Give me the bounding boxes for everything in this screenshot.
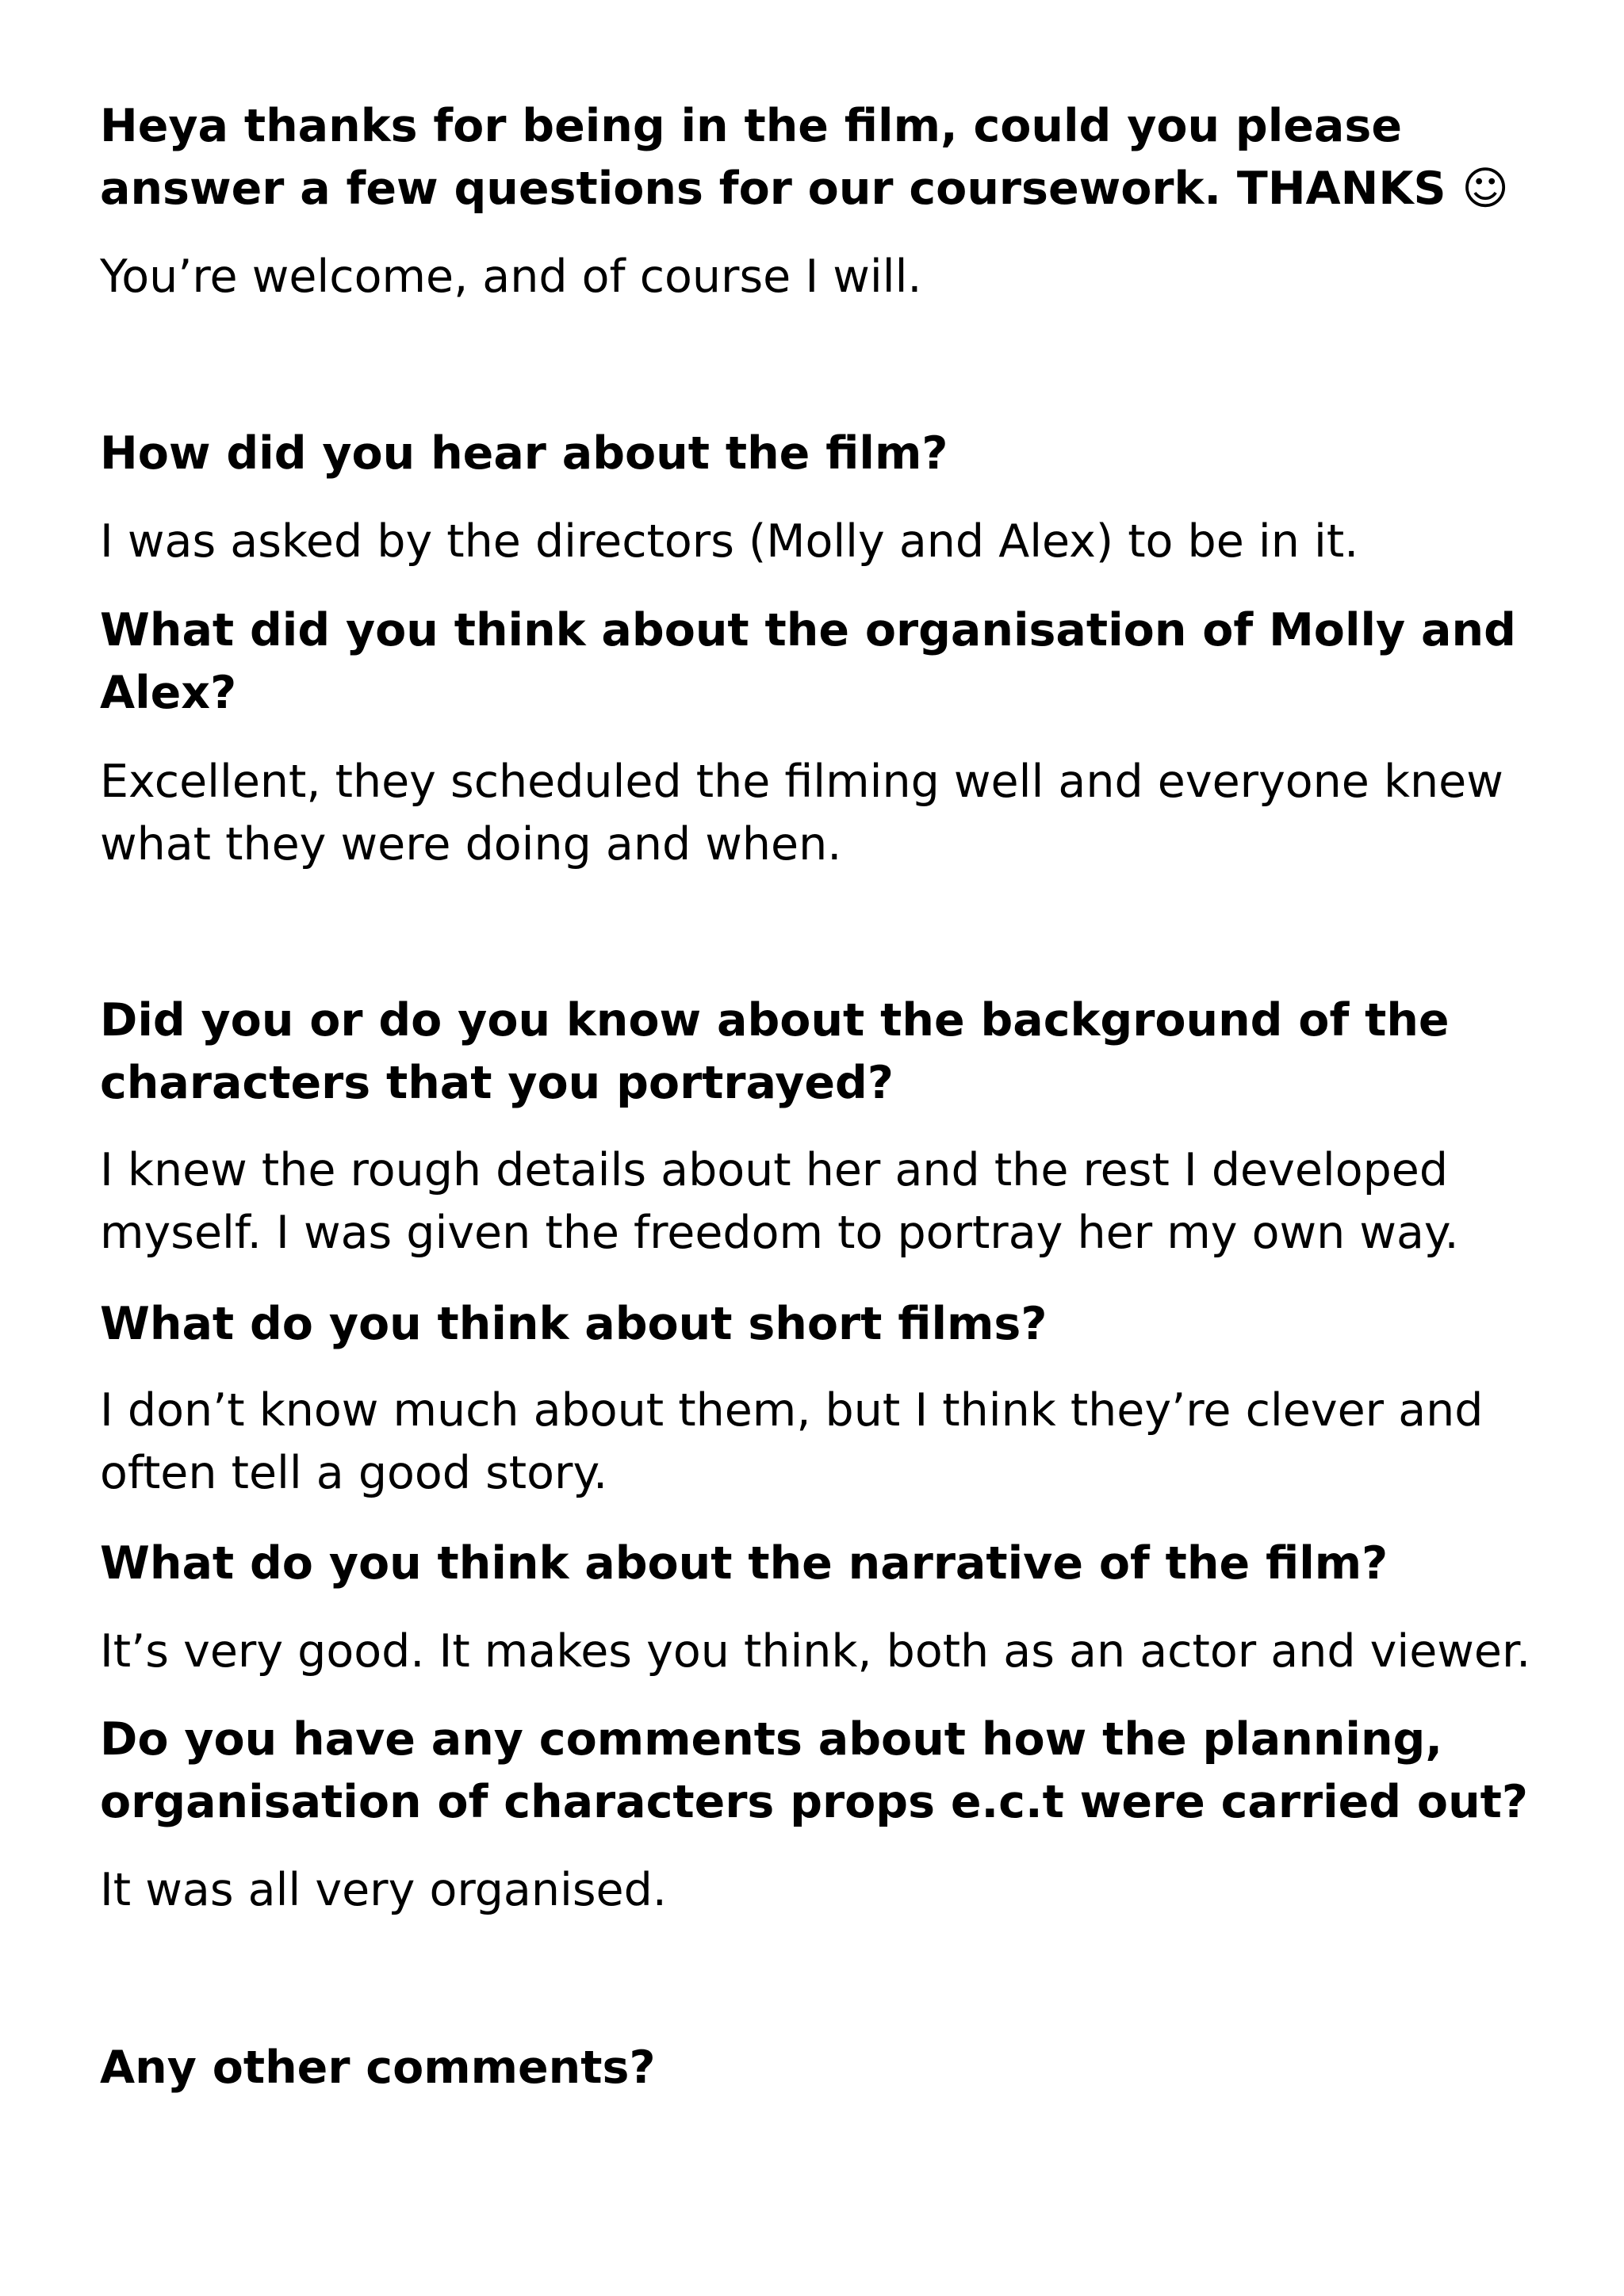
question-line: What did you think about the organisation of Molly and xyxy=(100,604,1516,656)
question-line: Did you or do you know about the background of the xyxy=(100,994,1450,1047)
qa-block xyxy=(100,599,1575,876)
question-line: How did you hear about the film? xyxy=(100,427,948,480)
answer-line: often tell a good story. xyxy=(100,1447,608,1499)
intro-question-line-2-text: answer a few questions for our coursework. THANKS xyxy=(100,163,1446,215)
intro-block xyxy=(100,95,1575,308)
intro-question-line-1: Heya thanks for being in the film, could you please xyxy=(100,100,1402,152)
answer-line: Excellent, they scheduled the filming well and everyone knew xyxy=(100,756,1503,808)
qa-block xyxy=(100,1293,1575,1505)
question-line: Alex? xyxy=(100,667,237,719)
qa-block xyxy=(100,1533,1575,1683)
qa-block xyxy=(100,2037,1575,2099)
question-line: organisation of characters props e.c.t were carried out? xyxy=(100,1776,1528,1828)
intro-answer: You’re welcome, and of course I will. xyxy=(100,251,922,303)
answer-line: I knew the rough details about her and the rest I developed xyxy=(100,1144,1449,1196)
question-line: Any other comments? xyxy=(100,2042,656,2094)
answer-line: I was asked by the directors (Molly and Alex) to be in it. xyxy=(100,515,1359,568)
qa-block xyxy=(100,989,1575,1265)
question-line: Do you have any comments about how the planning, xyxy=(100,1713,1442,1766)
qa-block xyxy=(100,423,1575,573)
question-line: characters that you portrayed? xyxy=(100,1057,894,1109)
smiley-face-icon: ☺ xyxy=(1461,163,1509,215)
answer-line: what they were doing and when. xyxy=(100,818,842,871)
answer-line: It’s very good. It makes you think, both as an actor and viewer. xyxy=(100,1625,1531,1678)
qa-block xyxy=(100,1709,1575,1922)
question-line: What do you think about the narrative of the film? xyxy=(100,1537,1388,1590)
answer-line: It was all very organised. xyxy=(100,1864,667,1916)
interview-document xyxy=(100,95,1575,2099)
question-line: What do you think about short films? xyxy=(100,1298,1048,1350)
answer-line: I don’t know much about them, but I think they’re clever and xyxy=(100,1384,1484,1437)
intro-question-line-2 xyxy=(100,158,1575,220)
answer-line: myself. I was given the freedom to portray her my own way. xyxy=(100,1207,1459,1259)
